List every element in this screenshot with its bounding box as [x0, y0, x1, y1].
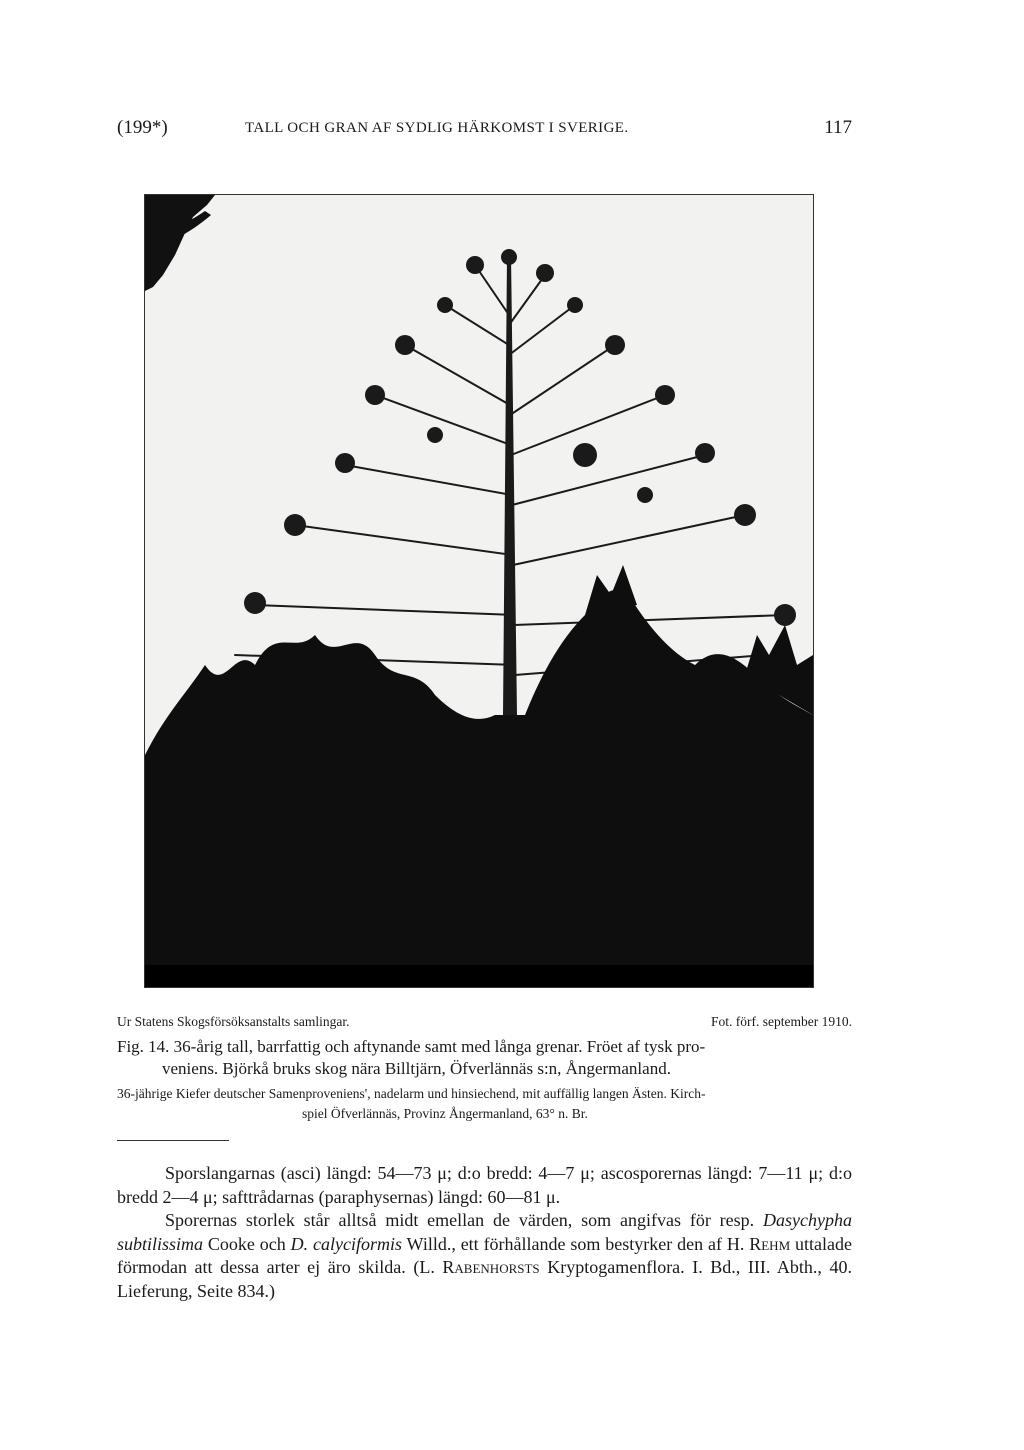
text-run: uttalade förmodan att dessa arter ej äro skilda. (L. [117, 1233, 852, 1277]
figure-caption-german [117, 1084, 852, 1124]
pine-tree-photograph [144, 194, 814, 988]
caption-line: veniens. Björkå bruks skog nära Billtjärn, Öfverlännäs s:n, Ångermanland. [162, 1059, 671, 1078]
pine-tree-illustration [145, 195, 813, 987]
text-run: Sporernas storlek står alltså midt emellan de värden, som angifvas för resp. [165, 1210, 764, 1230]
running-title: TALL OCH GRAN AF SYDLIG HÄRKOMST I SVERIGE. [245, 120, 629, 136]
page-reference: (199*) [117, 117, 168, 138]
page-number: 117 [824, 117, 852, 138]
caption-line: Fig. 14. 36-årig tall, barrfattig och aftynande samt med långa grenar. Fröet af tysk pro- [117, 1037, 706, 1056]
caption-line: 36-jährige Kiefer deutscher Samenproveniens', nadelarm und hinsiechend, mit auffällig langen Ästen. Kirch- [117, 1086, 706, 1101]
figure-caption-swedish [117, 1036, 852, 1080]
caption-line: spiel Öfverlännäs, Provinz Ångermanland, 63° n. Br. [302, 1106, 588, 1121]
collection-credit: Ur Statens Skogsförsöksanstalts samlingar. [117, 1014, 350, 1029]
text-run: Cooke och [203, 1233, 291, 1254]
author-name: Rabenhorsts [442, 1257, 540, 1277]
running-header [117, 113, 852, 141]
paragraph [117, 1209, 852, 1303]
text-run: Willd., ett förhållande som bestyrker den af H. [402, 1233, 750, 1254]
section-divider [117, 1140, 229, 1141]
body-text [117, 1162, 852, 1303]
species-name: Dasychypha subtilissima [117, 1210, 852, 1254]
paragraph: Sporslangarnas (asci) längd: 54—73 μ; d:o bredd: 4—7 μ; ascosporernas längd: 7—11 μ; d:o bredd 2—4 μ; safttrådarnas (paraphysernas) längd: 60—81 μ. [117, 1163, 852, 1207]
species-name: D. calyciformis [290, 1233, 402, 1254]
photographer-credit: Fot. förf. september 1910. [711, 1014, 852, 1029]
author-name: Rehm [749, 1233, 791, 1254]
text-run: Kryptogamenflora. I. Bd., III. Abth., 40. Lieferung, Seite 834.) [117, 1257, 852, 1301]
